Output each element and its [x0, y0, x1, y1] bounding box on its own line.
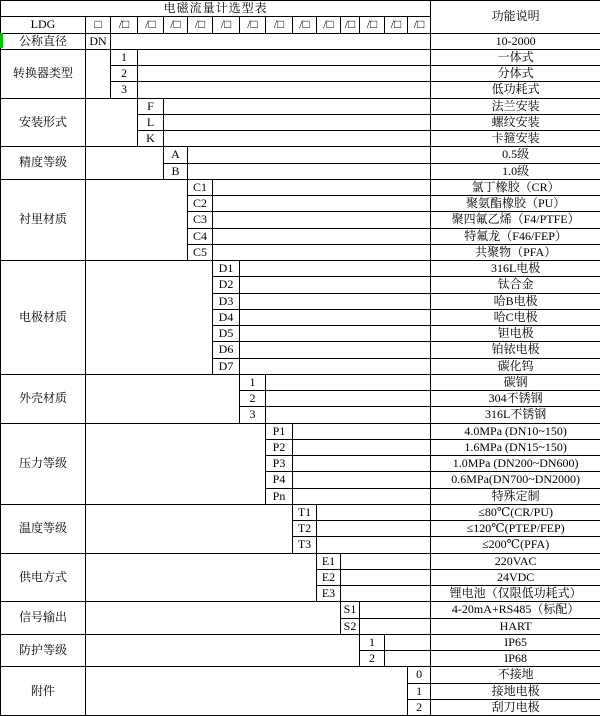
- category-label: 衬里材质: [1, 179, 86, 260]
- empty-cell: [341, 586, 431, 602]
- option-desc-cell: 一体式: [431, 49, 600, 65]
- empty-cell: [385, 651, 431, 667]
- option-desc-cell: 碳钢: [431, 374, 600, 390]
- empty-cell: [86, 504, 293, 553]
- empty-cell: [138, 82, 431, 98]
- option-desc-cell: 1.6MPa (DN15~150): [431, 439, 600, 455]
- model-box-cell: □: [86, 17, 111, 33]
- option-desc-cell: ≤80℃(CR/PU): [431, 504, 600, 520]
- option-desc-cell: 1.0级: [431, 163, 600, 179]
- option-desc-cell: 低功耗式: [431, 82, 600, 98]
- option-code-cell: C5: [188, 244, 213, 260]
- category-label: 电极材质: [1, 261, 86, 375]
- option-code-cell: T2: [293, 521, 317, 537]
- title-row: [1, 1, 600, 17]
- empty-cell: [240, 277, 431, 293]
- empty-cell: [86, 553, 317, 602]
- empty-cell: [86, 147, 164, 180]
- model-slot-cell: /□: [164, 17, 188, 33]
- empty-cell: [293, 456, 431, 472]
- empty-cell: [213, 212, 431, 228]
- empty-cell: [188, 163, 431, 179]
- empty-cell: [138, 66, 431, 82]
- empty-cell: [240, 342, 431, 358]
- option-code-cell: A: [164, 147, 188, 163]
- empty-cell: [164, 98, 431, 114]
- option-code-cell: 1: [360, 634, 385, 650]
- empty-cell: [240, 261, 431, 277]
- option-code-cell: E2: [317, 569, 341, 585]
- option-code-cell: F: [138, 98, 164, 114]
- category-label: 温度等级: [1, 504, 86, 553]
- category-row: [1, 98, 600, 114]
- empty-cell: [240, 326, 431, 342]
- option-code-cell: D3: [213, 293, 240, 309]
- model-slot-cell: /□: [266, 17, 293, 33]
- category-row: [1, 261, 600, 277]
- empty-cell: [317, 504, 431, 520]
- category-row: [1, 553, 600, 569]
- empty-cell: [86, 261, 213, 375]
- model-slot-cell: /□: [317, 17, 341, 33]
- empty-cell: [317, 521, 431, 537]
- option-code-cell: E3: [317, 586, 341, 602]
- empty-cell: [293, 423, 431, 439]
- option-code-cell: 1: [111, 49, 138, 65]
- option-desc-cell: 分体式: [431, 66, 600, 82]
- option-desc-cell: 卡箍安装: [431, 131, 600, 147]
- empty-cell: [360, 618, 431, 634]
- empty-cell: [164, 114, 431, 130]
- option-code-cell: K: [138, 131, 164, 147]
- category-label: 供电方式: [1, 553, 86, 602]
- category-row: [1, 423, 600, 439]
- option-desc-cell: 特殊定制: [431, 488, 600, 504]
- category-label: 附件: [1, 667, 86, 716]
- option-desc-cell: 氯丁橡胶（CR）: [431, 179, 600, 195]
- empty-cell: [213, 228, 431, 244]
- category-row: [1, 33, 600, 49]
- category-row: [1, 667, 600, 683]
- empty-cell: [86, 602, 341, 635]
- empty-cell: [341, 553, 431, 569]
- option-code-cell: 2: [111, 66, 138, 82]
- category-label: 防护等级: [1, 634, 86, 667]
- option-desc-cell: 接地电极: [431, 683, 600, 699]
- option-code-cell: D5: [213, 326, 240, 342]
- option-code-cell: 3: [111, 82, 138, 98]
- category-label: 转换器类型: [1, 49, 86, 98]
- empty-cell: [266, 391, 431, 407]
- option-code-cell: 3: [240, 407, 266, 423]
- empty-cell: [317, 537, 431, 553]
- option-desc-cell: 共聚物（PFA）: [431, 244, 600, 260]
- option-code-cell: E1: [317, 553, 341, 569]
- empty-cell: [293, 488, 431, 504]
- option-desc-cell: 220VAC: [431, 553, 600, 569]
- model-slot-cell: /□: [360, 17, 385, 33]
- empty-cell: [138, 49, 431, 65]
- option-code-cell: D7: [213, 358, 240, 374]
- empty-cell: [86, 374, 240, 423]
- empty-cell: [86, 423, 266, 504]
- empty-cell: [360, 602, 431, 618]
- green-edge-marker: [0, 33, 3, 48]
- model-slot-cell: /□: [408, 17, 431, 33]
- option-code-cell: 0: [408, 667, 431, 683]
- option-code-cell: C4: [188, 228, 213, 244]
- option-desc-cell: 铂铱电极: [431, 342, 600, 358]
- empty-cell: [240, 358, 431, 374]
- model-slot-cell: /□: [188, 17, 213, 33]
- empty-cell: [86, 98, 138, 147]
- model-slot-cell: /□: [138, 17, 164, 33]
- option-desc-cell: 聚氨酯橡胶（PU）: [431, 196, 600, 212]
- category-row: [1, 147, 600, 163]
- option-code-cell: B: [164, 163, 188, 179]
- option-desc-cell: 1.0MPa (DN200~DN600): [431, 456, 600, 472]
- empty-cell: [188, 147, 431, 163]
- option-desc-cell: 特氟龙（F46/FEP）: [431, 228, 600, 244]
- option-code-cell: P3: [266, 456, 293, 472]
- model-slot-cell: /□: [240, 17, 266, 33]
- option-desc-cell: 螺纹安装: [431, 114, 600, 130]
- empty-cell: [266, 374, 431, 390]
- category-label: 安装形式: [1, 98, 86, 147]
- option-desc-cell: HART: [431, 618, 600, 634]
- option-code-cell: D4: [213, 309, 240, 325]
- option-desc-cell: IP65: [431, 634, 600, 650]
- option-code-cell: S1: [341, 602, 360, 618]
- category-row: [1, 179, 600, 195]
- model-slot-cell: /□: [111, 17, 138, 33]
- category-label: 公称直径: [1, 33, 86, 49]
- option-desc-cell: 10-2000: [431, 33, 600, 49]
- option-code-cell: S2: [341, 618, 360, 634]
- category-row: [1, 49, 600, 65]
- empty-cell: [240, 293, 431, 309]
- empty-cell: [266, 407, 431, 423]
- option-desc-cell: 碳化钨: [431, 358, 600, 374]
- option-desc-cell: 不接地: [431, 667, 600, 683]
- empty-cell: [341, 569, 431, 585]
- model-slot-cell: /□: [213, 17, 240, 33]
- option-code-cell: 1: [408, 683, 431, 699]
- page-title: 电磁流量计选型表: [1, 1, 431, 17]
- model-slot-cell: /□: [385, 17, 408, 33]
- category-row: [1, 374, 600, 390]
- option-code-cell: D1: [213, 261, 240, 277]
- option-desc-cell: 聚四氟乙烯（F4/PTFE）: [431, 212, 600, 228]
- option-desc-cell: 0.6MPa(DN700~DN2000): [431, 472, 600, 488]
- option-desc-cell: 0.5级: [431, 147, 600, 163]
- empty-cell: [293, 439, 431, 455]
- option-desc-cell: 304不锈钢: [431, 391, 600, 407]
- option-desc-cell: IP68: [431, 651, 600, 667]
- model-prefix-label: LDG: [1, 17, 86, 33]
- option-code-cell: 1: [240, 374, 266, 390]
- empty-cell: [213, 244, 431, 260]
- option-code-cell: C1: [188, 179, 213, 195]
- option-code-cell: 2: [408, 699, 431, 715]
- model-slot-cell: /□: [341, 17, 360, 33]
- model-slot-cell: /□: [293, 17, 317, 33]
- category-label: 信号输出: [1, 602, 86, 635]
- option-desc-cell: 钛合金: [431, 277, 600, 293]
- option-desc-cell: ≤200℃(PFA): [431, 537, 600, 553]
- empty-cell: [86, 667, 408, 716]
- empty-cell: [293, 472, 431, 488]
- option-code-cell: 2: [360, 651, 385, 667]
- option-code-cell: L: [138, 114, 164, 130]
- category-label: 压力等级: [1, 423, 86, 504]
- option-code-cell: P1: [266, 423, 293, 439]
- category-row: [1, 634, 600, 650]
- function-column-header: 功能说明: [431, 1, 600, 34]
- empty-cell: [86, 634, 360, 667]
- category-row: [1, 504, 600, 520]
- option-code-cell: T1: [293, 504, 317, 520]
- option-code-cell: DN: [86, 33, 111, 49]
- empty-cell: [111, 33, 431, 49]
- option-code-cell: C2: [188, 196, 213, 212]
- option-desc-cell: 316L电极: [431, 261, 600, 277]
- option-code-cell: P4: [266, 472, 293, 488]
- option-desc-cell: 4-20mA+RS485（标配）: [431, 602, 600, 618]
- option-desc-cell: 锂电池（仅限低功耗式）: [431, 586, 600, 602]
- option-desc-cell: ≤120℃(PTEP/FEP): [431, 521, 600, 537]
- option-desc-cell: 哈C电极: [431, 309, 600, 325]
- empty-cell: [385, 634, 431, 650]
- category-label: 外壳材质: [1, 374, 86, 423]
- option-desc-cell: 4.0MPa (DN10~150): [431, 423, 600, 439]
- category-row: [1, 602, 600, 618]
- category-label: 精度等级: [1, 147, 86, 180]
- option-code-cell: 2: [240, 391, 266, 407]
- option-code-cell: D2: [213, 277, 240, 293]
- option-desc-cell: 刮刀电极: [431, 699, 600, 715]
- option-code-cell: Pn: [266, 488, 293, 504]
- empty-cell: [86, 49, 111, 98]
- empty-cell: [213, 196, 431, 212]
- empty-cell: [86, 179, 188, 260]
- option-desc-cell: 24VDC: [431, 569, 600, 585]
- empty-cell: [240, 309, 431, 325]
- option-desc-cell: 316L不锈钢: [431, 407, 600, 423]
- option-code-cell: T3: [293, 537, 317, 553]
- empty-cell: [213, 179, 431, 195]
- option-code-cell: D6: [213, 342, 240, 358]
- option-desc-cell: 法兰安装: [431, 98, 600, 114]
- option-desc-cell: 哈B电极: [431, 293, 600, 309]
- option-code-cell: P2: [266, 439, 293, 455]
- option-desc-cell: 钽电极: [431, 326, 600, 342]
- option-code-cell: C3: [188, 212, 213, 228]
- empty-cell: [164, 131, 431, 147]
